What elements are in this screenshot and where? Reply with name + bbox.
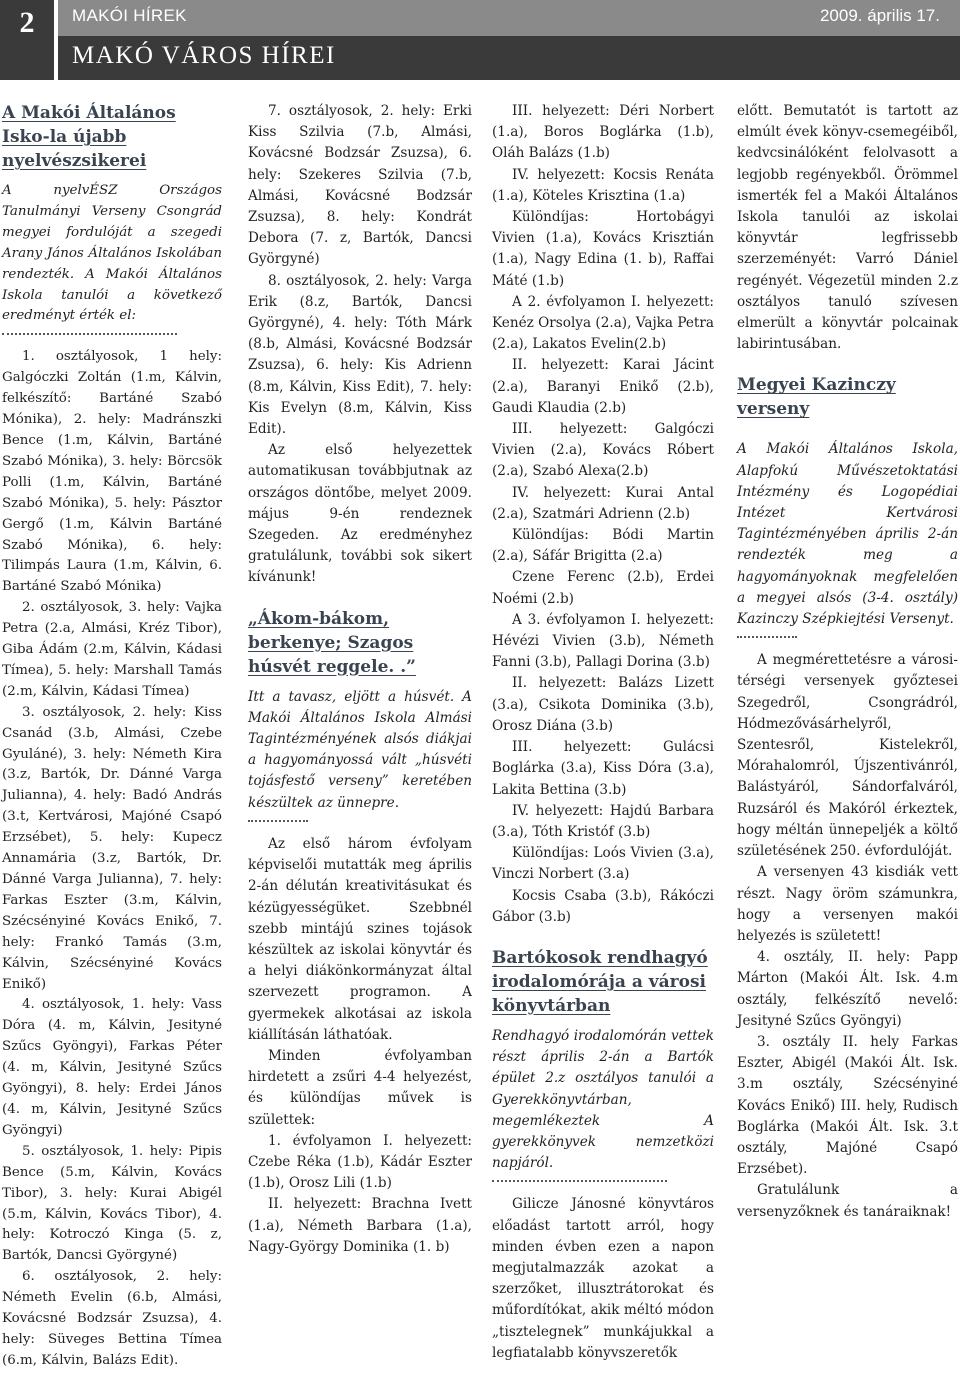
publication-name: MAKÓI HÍREK xyxy=(72,6,187,25)
result-item: Különdíjas: Bódi Martin (2.a), Sáfár Brigitta (2.a) xyxy=(492,527,714,565)
result-item: IV. helyezett: Hajdú Barbara (3.a), Tóth Kristóf (3.b) xyxy=(492,802,714,840)
article-paragraph: 7. osztályosok, 2. hely: Erki Kiss Szilvia (7.b, Almási, Kovácsné Bodzsár Zsuzsa), 6. hely: Szekeres Szilvia (7.b, Almási, Kovácsné Bodzsár Zsuzsa), 8. hely: Kondrát Debora (7. z, Bartók, Dancsi Györgyné) xyxy=(248,103,472,268)
article-lead-bartok: Rendhagyó irodalomórán vettek részt április 2-án a Bartók épület 2.z osztályos tanulói a Gyerekkönyvtárban, megemlékeztek A gyerekkönyvek nemzetközi napjáról. xyxy=(492,1027,714,1172)
result-item: IV. helyezett: Kocsis Renáta (1.a), Köteles Krisztina (1.a) xyxy=(492,166,714,204)
result-item: II. helyezett: Karai Jácint (2.a), Baranyi Enikő (2.b), Gaudi Klaudia (2.b) xyxy=(492,357,714,416)
article-paragraph: 2. osztályosok, 3. hely: Vajka Petra (2.a, Almási, Kréz Tibor), Giba Ádám (2.m, Kálvin, Kádasi Tímea), 5. hely: Marshall Tamás (2.m, Kálvin, Kádasi Tímea) xyxy=(2,600,222,699)
article-paragraph: 8. osztályosok, 2. hely: Varga Erik (8.z, Bartók, Dancsi Györgyné), 4. hely: Tóth Márk (8.b, Almási, Kovácsné Bodzsár Zsuzsa), 6. hely: Kis Adrienn (8.m, Kálvin, Kiss Edit), 7. hely: Kis Evelyn (8.m, Kálvin, Kiss Edit). xyxy=(248,272,472,438)
article-paragraph: Gratulálunk a versenyzőknek és tanáraiknak! xyxy=(737,1182,958,1220)
lead-divider xyxy=(2,331,177,335)
result-item: A 2. évfolyamon I. helyezett: Kenéz Orsolya (2.a), Vajka Petra (2.a), Lakatos Evelin(2.b) xyxy=(492,293,714,353)
article-paragraph: 3. osztályosok, 2. hely: Kiss Csanád (3.b, Almási, Czebe Gyuláné), 3. hely: Németh Kira (3.z, Bartók, Dr. Dánné Varga Julianna), 4. hely: Badó András (3.t, Kertvárosi, Majóné Csapó Erzsébet), 5. hely: Kupecz Annamária (3.z, Bartók, Dr. Dánné Varga Julianna), 7. hely: Farkas Eszter (3.m, Kálvin, Szécsényiné Kovács Enikő, 7. hely: Frankó Tamás (3.m, Kálvin, Szécsényiné Kovács Enikő) xyxy=(2,704,222,992)
column-1 xyxy=(2,101,222,1372)
lead-divider xyxy=(492,1178,667,1182)
section-title: MAKÓ VÁROS HÍREI xyxy=(72,42,336,69)
issue-date: 2009. április 17. xyxy=(819,6,940,25)
article-paragraph: 1. osztályosok, 1 hely: Galgóczki Zoltán (1.m, Kálvin, felkészítő: Bartáné Szabó Mónika), 2. hely: Madránszki Bence (1.m, Kálvin, Bartáné Szabó Mónika), 3. hely: Börcsök Polli (1.m, Kálvin, Bartáné Szabó Mónika), 5. hely: Pásztor Gergő (1.m, Kálvin Bartáné Szabó Mónika), 6. hely: Tilimpás Laura (1.m, Kálvin, 6. Bartáné Szabó Mónika) xyxy=(2,349,222,595)
article-lead-kazinczy: A Makói Általános Iskola, Alapfokú Művészetoktatási Intézmény és Logopédiai Intézet Kertvárosi Tagintézményében április 2-án rendezték meg a hagyományoknak megfelelően a megyei alsós (3-4. osztály) Kazinczy Szépkiejtési Versenyt. xyxy=(737,441,958,628)
page-number: 2 xyxy=(19,6,35,39)
article-title-bartok: Bartókosok rendhagyó irodalomórája a városi könyvtárban xyxy=(492,947,708,1016)
result-item: 1. évfolyamon I. helyezett: Czebe Réka (1.b), Kádár Eszter (1.b), Orosz Lili (1.b) xyxy=(248,1132,472,1192)
header-strip xyxy=(58,0,960,36)
column-2 xyxy=(248,101,472,1258)
lead-divider xyxy=(248,818,308,822)
article-paragraph: Az első helyezettek automatikusan továbbjutnak az országos döntőbe, melyet 2009. május 9-én rendeznek Szegeden. Az eredményhez gratulálunk, további sok sikert kívánunk! xyxy=(248,442,472,586)
result-item: Kocsis Csaba (3.b), Rákóczi Gábor (3.b) xyxy=(492,887,714,925)
article-title-nyelvesz: A Makói Általános Isko-la újabb nyelvészsikerei xyxy=(2,103,176,171)
article-paragraph: 6. osztályosok, 2. hely: Németh Evelin (6.b, Almási, Kovácsné Bodzsár Zsuzsa), 4. hely: Süveges Bettina Tímea (6.m, Kálvin, Balázs Edit). xyxy=(2,1269,222,1368)
article-lead-nyelvesz: A nyelvÉSZ Országos Tanulmányi Verseny Csongrád megyei fordulóját a szegedi Arany János Általános Iskolában rendezték. A Makói Általános Iskola tanulói a következő eredményt érték el: xyxy=(2,183,222,324)
result-item: III. helyezett: Déri Norbert (1.a), Boros Boglárka (1.b), Oláh Balázs (1.b) xyxy=(492,103,714,162)
page-header xyxy=(0,0,960,80)
article-paragraph: 3. osztály II. hely Farkas Eszter, Abigél (Makói Ált. Isk. 3.m osztály, Szécsényiné Kovács Enikő) III. hely, Rudisch Boglárka (Makói Ált. Isk. 3.t osztály, Majóné Csapó Erzsébet). xyxy=(737,1033,958,1178)
result-item: II. helyezett: Balázs Lizett (3.a), Csikota Dominika (3.b), Orosz Diána (3.b) xyxy=(492,675,714,734)
result-item: IV. helyezett: Kurai Antal (2.a), Szatmári Adrienn (2.b) xyxy=(492,484,714,522)
article-paragraph: Az első három évfolyam képviselői mutatták meg április 2-án délután kreativitásukat és kézügyességüket. Szebbnél szebb mintájú szines tojások készültek az iskolai könyvtár és a helyi diákönkormányzat által szervezett programon. A gyermekek alkotásai az iskola kiállításán láthatóak. xyxy=(248,835,472,1043)
result-item: Czene Ferenc (2.b), Erdei Noémi (2.b) xyxy=(492,569,714,607)
page-number-box xyxy=(0,0,58,80)
article-paragraph: 5. osztályosok, 1. hely: Pipis Bence (5.m, Kálvin, Kovács Tibor), 3. hely: Kurai Abigél (5.m, Kálvin, Kovács Tibor), 4. hely: Kotroczó Kinga (5. z, Bartók, Dancsi Györgyné) xyxy=(2,1143,222,1264)
column-4 xyxy=(737,101,958,1223)
result-item: III. helyezett: Gulácsi Boglárka (3.a), Kiss Dóra (3.a), Lakita Bettina (3.b) xyxy=(492,739,714,798)
column-3 xyxy=(492,101,714,1364)
article-lead-husvet: Itt a tavasz, eljött a húsvét. A Makói Általános Iskola Almási Tagintézményének alsós diákjai a hagyományossá vált „húsvéti tojásfestő verseny” keretében készültek az ünnepre. xyxy=(248,688,472,811)
lead-divider xyxy=(737,634,797,638)
section-band xyxy=(58,36,960,80)
article-paragraph-bartok: Gilicze Jánosné könyvtáros előadást tartott arról, hogy minden évben ezen a napon megjutalmazzák azokat a szerzőket, illusztrátorokat és műfordítókat, akik méltó módon „tisztelegnek” munkájukkal a legfiatalabb könyvszeretők xyxy=(492,1196,714,1361)
article-paragraph: Minden évfolyamban hirdetett a zsűri 4-4 helyezést, és különdíjas művek is születtek: xyxy=(248,1047,472,1128)
article-paragraph: 4. osztály, II. hely: Papp Márton (Makói Ált. Isk. 4.m osztály, felkészítő nevelő: Jesityné Szűcs Gyöngyi) xyxy=(737,949,958,1029)
article-paragraph: A megmérettetésre a városi-térségi versenyek győztesei Szegedről, Csongrádról, Hódmezővásárhelyről, Szentesről, Kistelekről, Mórahalomról, Újszentivánról, Balástyáról, Sándorfalváról, Ruzsáról és Makóról érkeztek, hogy méltán ünnepeljék a költő születésének 250. évfordulóját. xyxy=(737,652,958,860)
result-item: Különdíjas: Hortobágyi Vivien (1.a), Kovács Krisztián (1.a), Nagy Edina (1. b), Raffai Máté (1.b) xyxy=(492,209,714,289)
result-item: Különdíjas: Loós Vivien (3.a), Vinczi Norbert (3.a) xyxy=(492,845,714,883)
article-title-kazinczy: Megyei Kazinczy verseny xyxy=(737,375,896,420)
article-paragraph: A versenyen 43 kisdiák vett részt. Nagy öröm számunkra, hogy a versenyen makói helyezés is született! xyxy=(737,864,958,944)
article-paragraph-bartok-continued: előtt. Bemutatót is tartott az elmúlt évek könyv-csemegéiből, kedvcsinálóként felolvasott a legjobb regényekből. Örömmel ismerték fel a Makói Általános Iskola tanulói az iskolai könyvtár legfrissebb szerzeményét: Varró Dániel regényét. Végezetül minden 2.z osztályos tanuló szívesen elmerült a könyvtár polcainak labirintusában. xyxy=(737,103,958,353)
result-item: III. helyezett: Galgóczi Vivien (2.a), Kovács Róbert (2.a), Szabó Alexa(2.b) xyxy=(492,421,714,480)
result-item: II. helyezett: Brachna Ivett (1.a), Németh Barbara (1.a), Nagy-György Dominika (1. b) xyxy=(248,1196,472,1255)
article-title-husvet: „Ákom-bákom, berkenye; Szagos húsvét reggele. .” xyxy=(248,608,416,677)
result-item: A 3. évfolyamon I. helyezett: Hévézi Vivien (3.b), Németh Fanni (3.b), Pallagi Dorina (3.b) xyxy=(492,611,714,671)
article-paragraph: 4. osztályosok, 1. hely: Vass Dóra (4. m, Kálvin, Jesityné Szűcs Gyöngyi), Farkas Péter (4. m, Kálvin, Jesityné Szűcs Gyöngyi), 8. hely: Erdei János (4. m, Kálvin, Jesityné Szűcs Gyöngyi) xyxy=(2,997,222,1138)
